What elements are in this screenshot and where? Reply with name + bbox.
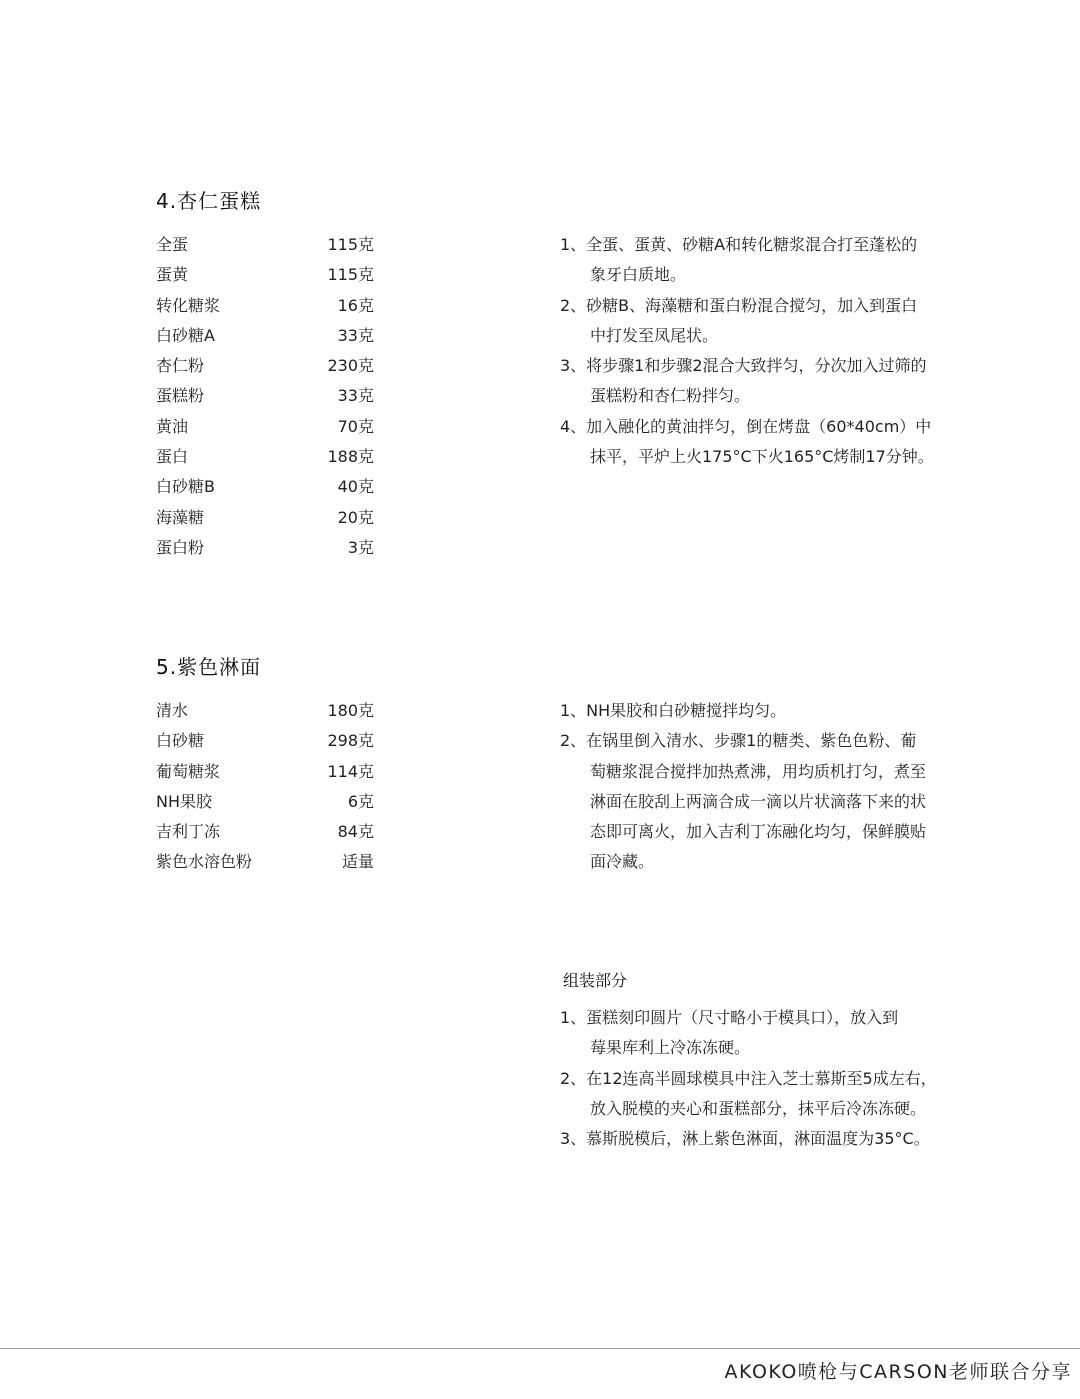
ingredient-row — [156, 321, 374, 351]
ingredient-name: 白砂糖A — [156, 325, 215, 345]
ingredient-name: 蛋黄 — [156, 265, 189, 285]
ingredient-name: 吉利丁冻 — [156, 822, 221, 842]
step-item: 4、加入融化的黄油拌匀，倒在烤盘（60*40cm）中 抹平，平炉上火175°C下火165°C烤制17分钟。 — [560, 416, 934, 467]
ingredient-qty: 84克 — [337, 822, 374, 842]
ingredient-qty: 115克 — [327, 235, 374, 254]
ingredient-qty: 188克 — [327, 447, 374, 467]
step-item: 3、慕斯脱模后，淋上紫色淋面，淋面温度为35°C。 — [560, 1129, 930, 1149]
step-item: 1、全蛋、蛋黄、砂糖A和转化糖浆混合打至蓬松的 象牙白质地。 — [560, 235, 918, 285]
ingredient-qty: 115克 — [327, 265, 374, 285]
section-title-purple-glaze: 5.紫色淋面 — [156, 655, 262, 679]
ingredient-qty: 114克 — [327, 761, 374, 781]
ingredient-row — [156, 260, 374, 290]
ingredient-qty: 40克 — [337, 477, 374, 497]
ingredient-qty: 230克 — [327, 356, 374, 376]
ingredient-name: 黄油 — [156, 416, 189, 436]
step-item: 1、蛋糕刻印圆片（尺寸略小于模具口），放入到 莓果库利上冷冻冻硬。 — [560, 1008, 899, 1058]
ingredient-list-almond-cake — [156, 230, 374, 563]
ingredient-name: 清水 — [156, 701, 189, 720]
ingredient-name: 蛋糕粉 — [156, 386, 205, 406]
ingredient-qty: 33克 — [337, 386, 374, 406]
footer-divider — [0, 1348, 1080, 1349]
ingredient-row — [156, 696, 374, 726]
step-item: 3、将步骤1和步骤2混合大致拌匀，分次加入过筛的 蛋糕粉和杏仁粉拌匀。 — [560, 356, 927, 406]
ingredient-qty: 70克 — [337, 416, 374, 436]
ingredient-row — [156, 757, 374, 787]
ingredient-name: 杏仁粉 — [156, 356, 205, 376]
ingredient-row — [156, 726, 374, 756]
ingredient-qty: 16克 — [337, 295, 374, 315]
ingredient-qty: 180克 — [327, 701, 374, 720]
ingredient-name: 葡萄糖浆 — [156, 761, 221, 781]
ingredient-name: 全蛋 — [156, 235, 189, 254]
ingredient-qty: 298克 — [327, 731, 374, 751]
ingredient-row — [156, 291, 374, 321]
ingredient-name: 蛋白粉 — [156, 537, 205, 557]
ingredient-row — [156, 503, 374, 533]
ingredient-name: NH果胶 — [156, 791, 213, 811]
step-item: 2、在锅里倒入清水、步骤1的糖类、紫色色粉、葡 萄糖浆混合搅拌加热煮沸，用均质机打匀，煮至 淋面在胶刮上两滴合成一滴以片状滴落下来的状 态即可离火，加入吉利丁冻融化均匀，保鲜膜贴 面冷藏。 — [560, 731, 927, 872]
ingredient-qty: 33克 — [337, 325, 374, 345]
ingredient-qty: 3克 — [347, 537, 374, 557]
ingredient-name: 白砂糖 — [156, 731, 205, 751]
ingredient-row — [156, 817, 374, 847]
ingredient-row — [156, 230, 374, 260]
steps-almond-cake — [560, 230, 980, 472]
ingredient-name: 紫色水溶色粉 — [156, 852, 253, 872]
step-item: 2、砂糖B、海藻糖和蛋白粉混合搅匀，加入到蛋白 中打发至凤尾状。 — [560, 295, 918, 345]
footer-credit: AKOKO喷枪与CARSON老师联合分享 — [724, 1361, 1072, 1383]
ingredient-qty: 6克 — [347, 791, 374, 811]
assembly-heading: 组装部分 — [563, 971, 628, 990]
ingredient-row — [156, 847, 374, 877]
ingredient-name: 转化糖浆 — [156, 295, 221, 315]
steps-purple-glaze — [560, 696, 980, 878]
ingredient-row — [156, 412, 374, 442]
ingredient-row — [156, 472, 374, 502]
step-item: 1、NH果胶和白砂糖搅拌均匀。 — [560, 701, 787, 720]
step-item: 2、在12连高半圆球模具中注入芝士慕斯至5成左右， 放入脱模的夹心和蛋糕部分，抹平后冷冻冻硬。 — [560, 1068, 937, 1118]
ingredient-row — [156, 533, 374, 563]
ingredient-row — [156, 442, 374, 472]
ingredient-name: 海藻糖 — [156, 507, 205, 527]
ingredient-qty: 20克 — [337, 507, 374, 527]
ingredient-list-purple-glaze — [156, 696, 374, 878]
ingredient-name: 蛋白 — [156, 447, 189, 467]
section-title-almond-cake: 4.杏仁蛋糕 — [156, 189, 262, 213]
steps-assembly — [560, 1003, 980, 1154]
ingredient-name: 白砂糖B — [156, 477, 215, 497]
ingredient-qty: 适量 — [341, 852, 374, 872]
ingredient-row — [156, 381, 374, 411]
ingredient-row — [156, 351, 374, 381]
ingredient-row — [156, 787, 374, 817]
